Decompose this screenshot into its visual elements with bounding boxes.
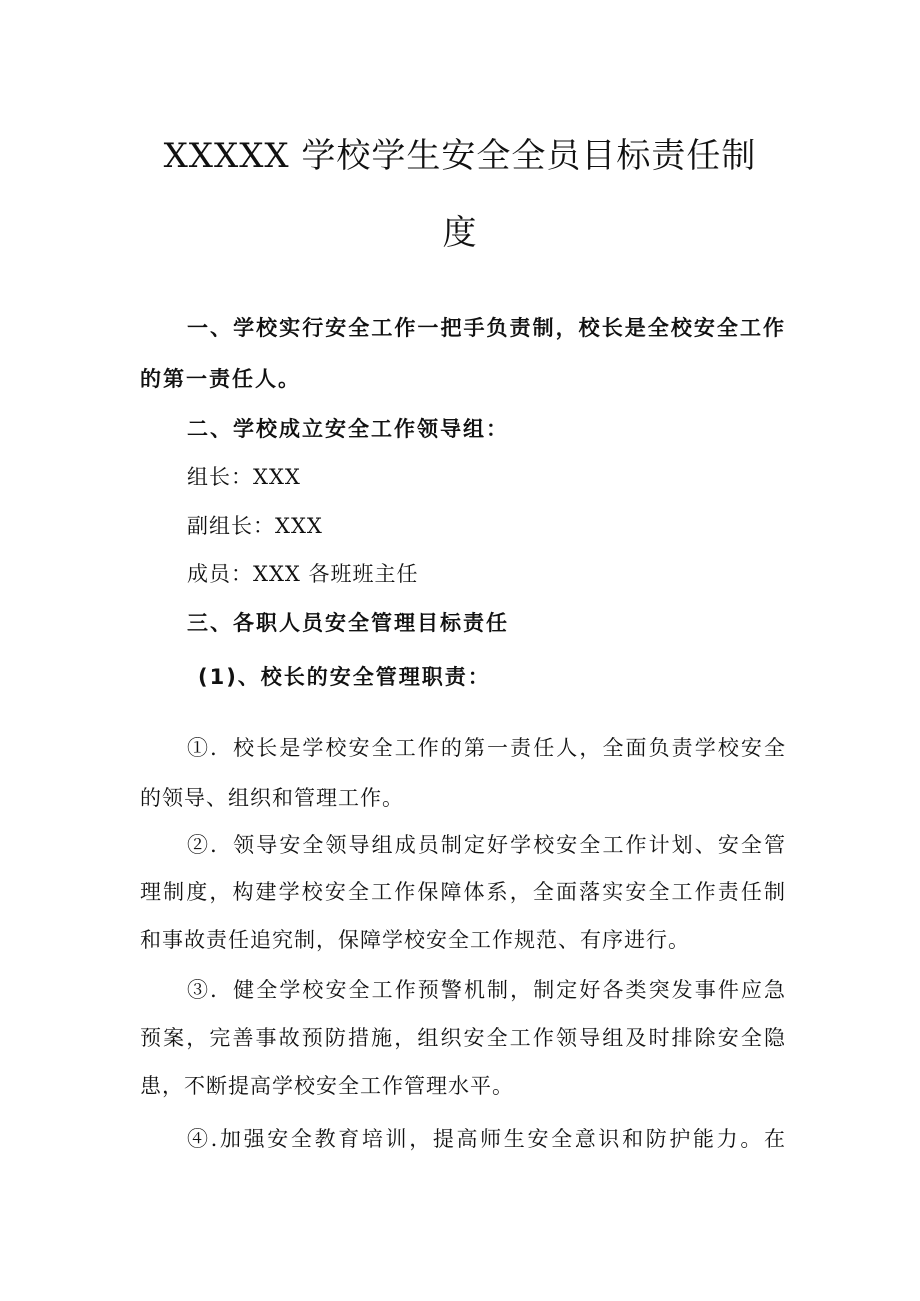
item3-line2: 预案，完善事故预防措施，组织安全工作领导组及时排除安全隐 — [140, 1026, 786, 1050]
item3-line1: ③．健全学校安全工作预警机制，制定好各类突发事件应急 — [187, 978, 786, 1002]
item2-line2: 理制度，构建学校安全工作保障体系，全面落实安全工作责任制 — [140, 880, 786, 904]
item4-line1: ④.加强安全教育培训，提高师生安全意识和防护能力。在 — [187, 1127, 786, 1151]
section2-deputy: 副组长：XXX — [187, 514, 323, 538]
item2-line3: 和事故责任追究制，保障学校安全工作规范、有序进行。 — [140, 928, 690, 952]
item1-line1: ①．校长是学校安全工作的第一责任人，全面负责学校安全 — [187, 736, 786, 760]
document-title-continued: 度 — [442, 213, 478, 253]
section1-line1: 一、学校实行安全工作一把手负责制，校长是全校安全工作 — [187, 316, 786, 340]
item2-line1: ②．领导安全领导组成员制定好学校安全工作计划、安全管 — [187, 833, 786, 857]
item1-line2: 的领导、组织和管理工作。 — [140, 786, 404, 810]
section2-members: 成员：XXX 各班班主任 — [187, 562, 419, 586]
section2-leader: 组长：XXX — [187, 465, 301, 489]
item3-line3: 患，不断提高学校安全工作管理水平。 — [140, 1074, 514, 1098]
section3-sub1-heading: (1)、校长的安全管理职责： — [198, 665, 491, 689]
section2-heading: 二、学校成立安全工作领导组： — [187, 417, 509, 441]
section3-heading: 三、各职人员安全管理目标责任 — [187, 611, 509, 635]
document-title: XXXXX 学校学生安全全员目标责任制 — [163, 136, 757, 176]
section1-line2: 的第一责任人。 — [140, 367, 301, 391]
